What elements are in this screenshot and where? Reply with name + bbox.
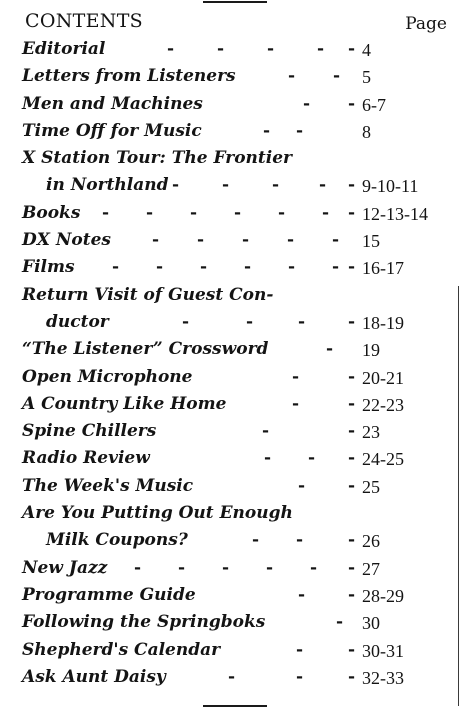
toc-entry-line xyxy=(22,64,458,91)
toc-entry-title: X Station Tour: The Frontier xyxy=(22,148,292,169)
dot-leader: - xyxy=(287,230,295,251)
page-column-heading: Page xyxy=(405,14,447,34)
toc-entry-title: Time Off for Music xyxy=(22,120,202,141)
dot-leader: - xyxy=(272,175,280,196)
dot-leader: - xyxy=(167,39,175,59)
toc-entry-page: 20-21 xyxy=(362,367,404,388)
dot-leader: - xyxy=(317,39,325,59)
dot-leader: - xyxy=(244,257,252,278)
dot-leader: - xyxy=(102,202,110,223)
contents-title: CONTENTS xyxy=(25,10,143,32)
toc-entry-page: 6-7 xyxy=(362,94,386,115)
toc-entry-page: 25 xyxy=(362,476,380,497)
toc-entry-line xyxy=(22,37,458,64)
dot-leader: - xyxy=(348,530,356,551)
dot-leader: - xyxy=(348,393,356,414)
dot-leader: - xyxy=(308,448,316,469)
dot-leader: - xyxy=(222,175,230,196)
dot-leader: - xyxy=(333,66,341,87)
toc-entry-line xyxy=(22,583,458,610)
toc-entry-page: 8 xyxy=(362,121,371,142)
toc-entry-page: 22-23 xyxy=(362,394,404,415)
toc-entry-line xyxy=(22,392,458,419)
toc-entry-page: 27 xyxy=(362,558,380,579)
dot-leader: - xyxy=(348,366,356,387)
toc-entry-title: “The Listener” Crossword xyxy=(22,339,269,360)
toc-entry-title: Open Microphone xyxy=(22,366,193,387)
dot-leader: - xyxy=(348,666,356,687)
toc-entry-page: 18-19 xyxy=(362,312,404,333)
toc-entry-title: Programme Guide xyxy=(22,584,196,605)
toc-entry-line xyxy=(22,419,458,446)
toc-entry-title: ductor xyxy=(46,311,109,332)
toc-entry-page: 30-31 xyxy=(362,640,404,661)
dot-leader: - xyxy=(200,257,208,278)
dot-leader: - xyxy=(222,557,230,578)
dot-leader: - xyxy=(298,584,306,605)
toc-entry-title: Letters from Listeners xyxy=(22,66,236,87)
toc-entry-line xyxy=(22,173,458,200)
dot-leader: - xyxy=(348,93,356,114)
toc-entry-page: 4 xyxy=(362,40,371,60)
toc-entry-line xyxy=(22,446,458,473)
toc-entry-page: 24-25 xyxy=(362,449,404,470)
dot-leader: - xyxy=(348,202,356,223)
dot-leader: - xyxy=(146,202,154,223)
dot-leader: - xyxy=(152,230,160,251)
bottom-rule xyxy=(203,705,267,707)
toc-entry-title: Ask Aunt Daisy xyxy=(22,666,166,687)
dot-leader: - xyxy=(348,421,356,442)
toc-entry-page: 5 xyxy=(362,67,371,88)
dot-leader: - xyxy=(348,557,356,578)
dot-leader: - xyxy=(234,202,242,223)
dot-leader: - xyxy=(348,639,356,660)
top-rule xyxy=(203,1,267,3)
dot-leader: - xyxy=(288,257,296,278)
dot-leader: - xyxy=(217,39,225,59)
toc-entry-title: DX Notes xyxy=(22,230,111,251)
dot-leader: - xyxy=(336,612,344,633)
toc-entry-page: 23 xyxy=(362,422,380,443)
toc-entry-line xyxy=(22,146,458,173)
dot-leader: - xyxy=(156,257,164,278)
toc-entry-title: Following the Springboks xyxy=(22,612,266,633)
toc-entry-line xyxy=(22,283,458,310)
dot-leader: - xyxy=(262,421,270,442)
dot-leader: - xyxy=(348,39,356,59)
toc-entry-line xyxy=(22,474,458,501)
dot-leader: - xyxy=(278,202,286,223)
toc-entry-title: The Week's Music xyxy=(22,475,194,496)
dot-leader: - xyxy=(296,530,304,551)
toc-entry-title: New Jazz xyxy=(22,557,108,578)
dot-leader: - xyxy=(267,39,275,59)
dot-leader: - xyxy=(332,230,340,251)
dot-leader: - xyxy=(319,175,327,196)
dot-leader: - xyxy=(298,475,306,496)
dot-leader: - xyxy=(288,66,296,87)
dot-leader: - xyxy=(296,666,304,687)
toc-entry-line xyxy=(22,556,458,583)
toc-entry-page: 32-33 xyxy=(362,667,404,688)
toc-entry-line xyxy=(22,255,458,282)
contents-list xyxy=(22,37,458,692)
toc-entry-line xyxy=(22,665,458,692)
toc-entry-title: in Northland xyxy=(46,175,169,196)
toc-entry-title: Are You Putting Out Enough xyxy=(22,503,293,524)
dot-leader: - xyxy=(292,393,300,414)
toc-entry-line xyxy=(22,119,458,146)
toc-entry-title: Editorial xyxy=(22,39,106,59)
dot-leader: - xyxy=(298,311,306,332)
dot-leader: - xyxy=(296,120,304,141)
dot-leader: - xyxy=(348,311,356,332)
toc-entry-title: Films xyxy=(22,257,75,278)
column-rule xyxy=(458,286,459,706)
dot-leader: - xyxy=(264,448,272,469)
dot-leader: - xyxy=(182,311,190,332)
toc-entry-title: Radio Review xyxy=(22,448,150,469)
dot-leader: - xyxy=(252,530,260,551)
dot-leader: - xyxy=(246,311,254,332)
toc-entry-title: Milk Coupons? xyxy=(46,530,188,551)
toc-entry-line xyxy=(22,310,458,337)
contents-header xyxy=(25,10,453,38)
dot-leader: - xyxy=(178,557,186,578)
toc-entry-line xyxy=(22,528,458,555)
dot-leader: - xyxy=(172,175,180,196)
toc-entry-title: A Country Like Home xyxy=(22,393,227,414)
dot-leader: - xyxy=(348,475,356,496)
toc-entry-page: 9-10-11 xyxy=(362,176,419,197)
dot-leader: - xyxy=(134,557,142,578)
toc-entry-page: 28-29 xyxy=(362,585,404,606)
toc-entry-line xyxy=(22,228,458,255)
toc-entry-page: 26 xyxy=(362,531,380,552)
toc-entry-line xyxy=(22,638,458,665)
dot-leader: - xyxy=(263,120,271,141)
dot-leader: - xyxy=(292,366,300,387)
dot-leader: - xyxy=(332,257,340,278)
toc-entry-page: 16-17 xyxy=(362,258,404,279)
dot-leader: - xyxy=(303,93,311,114)
toc-entry-title: Men and Machines xyxy=(22,93,203,114)
toc-entry-title: Shepherd's Calendar xyxy=(22,639,221,660)
toc-entry-line xyxy=(22,337,458,364)
dot-leader: - xyxy=(197,230,205,251)
toc-entry-title: Return Visit of Guest Con- xyxy=(22,284,274,305)
toc-entry-page: 12-13-14 xyxy=(362,203,428,224)
dot-leader: - xyxy=(310,557,318,578)
dot-leader: - xyxy=(112,257,120,278)
dot-leader: - xyxy=(242,230,250,251)
toc-entry-line xyxy=(22,365,458,392)
dot-leader: - xyxy=(348,584,356,605)
toc-entry-title: Books xyxy=(22,202,81,223)
toc-entry-line xyxy=(22,201,458,228)
dot-leader: - xyxy=(296,639,304,660)
toc-entry-line xyxy=(22,501,458,528)
toc-entry-line xyxy=(22,610,458,637)
toc-entry-title: Spine Chillers xyxy=(22,421,157,442)
toc-entry-line xyxy=(22,92,458,119)
dot-leader: - xyxy=(326,339,334,360)
dot-leader: - xyxy=(190,202,198,223)
dot-leader: - xyxy=(322,202,330,223)
toc-entry-page: 15 xyxy=(362,231,380,252)
toc-entry-page: 19 xyxy=(362,340,380,361)
dot-leader: - xyxy=(266,557,274,578)
dot-leader: - xyxy=(348,257,356,278)
dot-leader: - xyxy=(228,666,236,687)
dot-leader: - xyxy=(348,175,356,196)
dot-leader: - xyxy=(348,448,356,469)
toc-entry-page: 30 xyxy=(362,613,380,634)
